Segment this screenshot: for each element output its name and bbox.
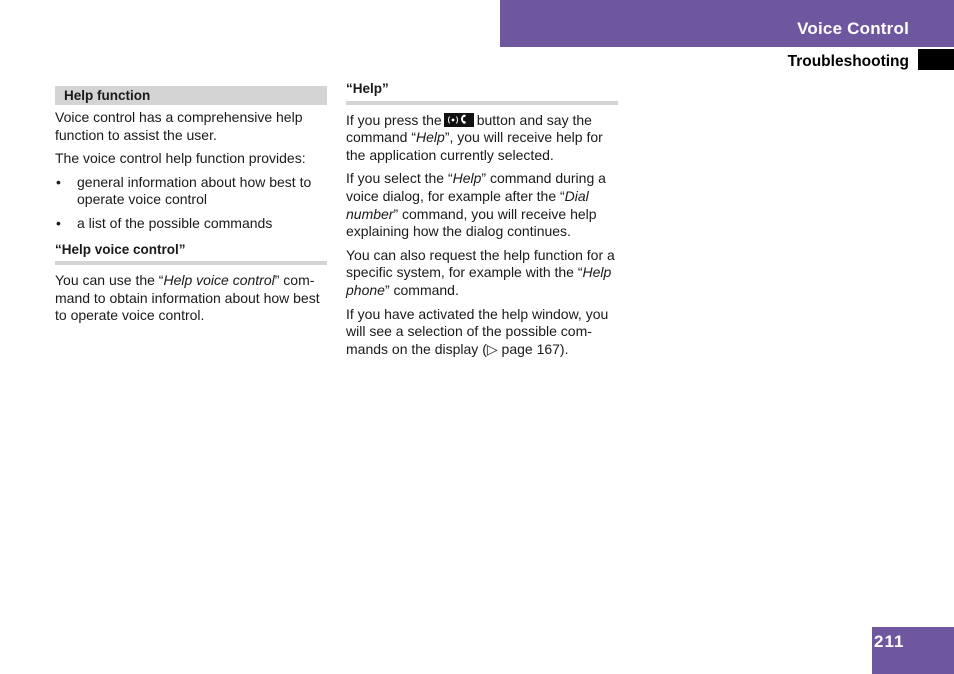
- bullet-icon: •: [56, 214, 61, 231]
- subheading-help: “Help”: [346, 80, 618, 105]
- list-item: [55, 174, 327, 209]
- section-subtitle: Troubleshooting: [787, 53, 909, 70]
- chapter-title: Voice Control: [797, 19, 909, 38]
- command-name: Help: [452, 170, 482, 187]
- list-item: [55, 215, 327, 233]
- intro-paragraph: Voice control has a comprehensive help function to assist the user.: [55, 109, 303, 143]
- list-item-text: a list of the possible commands: [77, 214, 273, 231]
- command-name: Help phone: [346, 264, 612, 298]
- page-number: 211: [874, 632, 905, 651]
- page-number-box: [872, 627, 954, 674]
- specific-system-paragraph: You can also request the help function for a specific system, for example with the “Help phone” command.: [346, 246, 615, 298]
- thumb-tab-marker: [918, 49, 954, 70]
- list-item-text: general information about how best to operate voice control: [77, 173, 312, 208]
- command-name: Help: [416, 129, 445, 146]
- right-column: [346, 80, 618, 364]
- bullet-icon: •: [56, 173, 61, 190]
- left-column: [55, 80, 327, 331]
- command-name: Dial number: [346, 187, 589, 222]
- command-name: Help voice control: [163, 272, 275, 289]
- page-reference-arrow-icon: ▷: [486, 340, 498, 357]
- subheading-help-voice-control: “Help voice control”: [55, 241, 327, 266]
- help-window-paragraph: If you have activated the help window, you will see a selection of the possible com-mands on the display (▷ page 167).: [346, 305, 609, 357]
- voice-button-icon: [444, 113, 474, 127]
- section-heading-help-function: Help function: [55, 86, 327, 105]
- press-button-paragraph: If you press the button and say the command “Help”, you will receive help for the application currently selected.: [346, 111, 603, 163]
- help-voice-control-paragraph: You can use the “Help voice control” com-mand to obtain information about how best to operate voice control.: [55, 272, 320, 324]
- voice-dialog-paragraph: If you select the “Help” command during a voice dialog, for example after the “Dial number” command, you will receive help explaining how the dialog continues.: [346, 170, 606, 240]
- feature-list: [55, 174, 327, 233]
- provides-paragraph: The voice control help function provides:: [55, 150, 306, 167]
